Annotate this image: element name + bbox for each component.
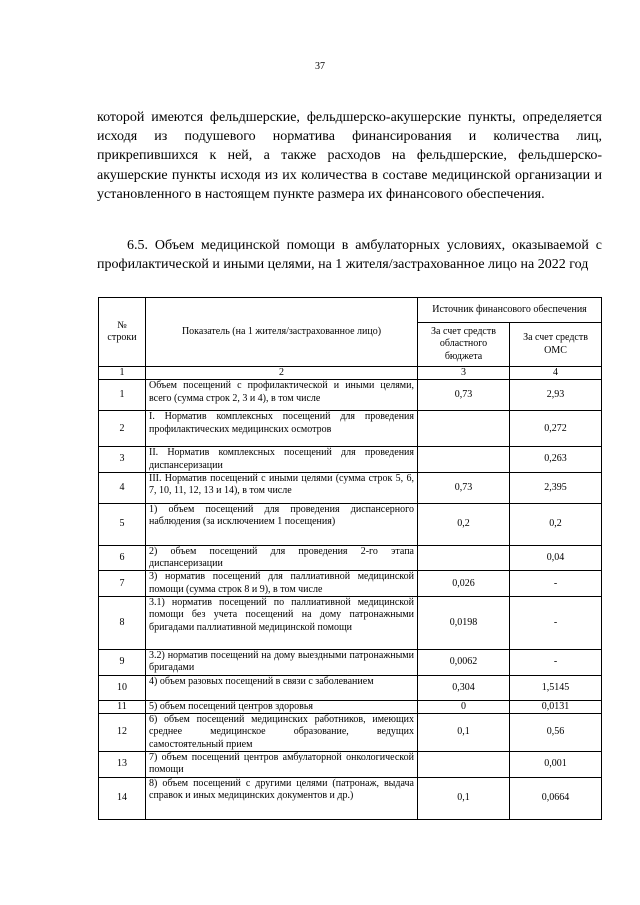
table-row <box>99 675 602 700</box>
column-number: 3 <box>418 367 510 380</box>
row-budget-value: 0,73 <box>418 380 510 411</box>
row-oms-value: 0,263 <box>510 447 602 473</box>
row-indicator: 7) объем посещений центров амбулаторной онкологической помощи <box>146 751 418 777</box>
row-indicator: 5) объем посещений центров здоровья <box>146 700 418 713</box>
volume-table <box>98 297 602 820</box>
row-oms-value: 0,56 <box>510 713 602 751</box>
header-source: Источник финансового обеспечения <box>418 298 602 323</box>
header-oms: За счет средств ОМС <box>510 323 602 367</box>
column-number: 1 <box>99 367 146 380</box>
row-budget-value: 0,304 <box>418 675 510 700</box>
row-indicator: 8) объем посещений с другими целями (патронаж, выдача справок и иных медицинских документов и др.) <box>146 777 418 819</box>
row-oms-value: 0,2 <box>510 503 602 545</box>
table-row <box>99 380 602 411</box>
row-indicator: II. Норматив комплексных посещений для проведения диспансеризации <box>146 447 418 473</box>
row-budget-value: 0,1 <box>418 777 510 819</box>
row-indicator: 3.1) норматив посещений по паллиативной медицинской помощи без учета посещений на дому патронажными бригадами паллиативной медицинской помощи <box>146 597 418 650</box>
row-budget-value: 0,2 <box>418 503 510 545</box>
row-oms-value: - <box>510 597 602 650</box>
row-indicator: 6) объем посещений медицинских работников, имеющих среднее медицинское образование, ведущих самостоятельный прием <box>146 713 418 751</box>
header-row-no: № строки <box>99 298 146 367</box>
row-number: 10 <box>99 675 146 700</box>
row-budget-value: 0,73 <box>418 472 510 503</box>
row-number: 14 <box>99 777 146 819</box>
table-row <box>99 597 602 650</box>
table-row <box>99 472 602 503</box>
section-heading-6-5: 6.5. Объем медицинской помощи в амбулаторных условиях, оказываемой с профилактической и иными целями, на 1 жителя/застрахованное лицо на 2022 год <box>97 238 602 273</box>
row-oms-value: 0,001 <box>510 751 602 777</box>
table-row <box>99 503 602 545</box>
row-indicator: 1) объем посещений для проведения диспансерного наблюдения (за исключением 1 посещения) <box>146 503 418 545</box>
row-oms-value: 1,5145 <box>510 675 602 700</box>
row-number: 6 <box>99 545 146 571</box>
row-budget-value: 0,0062 <box>418 650 510 676</box>
row-number: 8 <box>99 597 146 650</box>
row-oms-value: 2,93 <box>510 380 602 411</box>
table-row <box>99 545 602 571</box>
paragraph-continuation: которой имеются фельдшерские, фельдшерско-акушерские пункты, определяется исходя из подушевого норматива финансирования и количества лиц, прикрепившихся к ней, а также расходов на фельдшерские, фельдшерско-акушерские пункты исходя из их количества в составе медицинской организации и установленного в настоящем пункте размера их финансового обеспечения. <box>97 110 602 202</box>
row-number: 11 <box>99 700 146 713</box>
table-row <box>99 411 602 447</box>
row-number: 2 <box>99 411 146 447</box>
row-budget-value <box>418 545 510 571</box>
row-oms-value: - <box>510 571 602 597</box>
row-number: 12 <box>99 713 146 751</box>
header-regional-budget: За счет средств областного бюджета <box>418 323 510 367</box>
row-number: 5 <box>99 503 146 545</box>
row-indicator: III. Норматив посещений с иными целями (сумма строк 5, 6, 7, 10, 11, 12, 13 и 14), в том числе <box>146 472 418 503</box>
row-indicator: 3.2) норматив посещений на дому выездными патронажными бригадами <box>146 650 418 676</box>
row-oms-value: - <box>510 650 602 676</box>
row-indicator: Объем посещений с профилактической и иными целями, всего (сумма строк 2, 3 и 4), в том числе <box>146 380 418 411</box>
table-row <box>99 650 602 676</box>
header-indicator: Показатель (на 1 жителя/застрахованное лицо) <box>146 298 418 367</box>
row-oms-value: 0,04 <box>510 545 602 571</box>
row-number: 4 <box>99 472 146 503</box>
row-number: 7 <box>99 571 146 597</box>
row-indicator: I. Норматив комплексных посещений для проведения профилактических медицинских осмотров <box>146 411 418 447</box>
row-indicator: 2) объем посещений для проведения 2-го этапа диспансеризации <box>146 545 418 571</box>
row-number: 1 <box>99 380 146 411</box>
table-row <box>99 447 602 473</box>
row-oms-value: 0,272 <box>510 411 602 447</box>
row-budget-value: 0,026 <box>418 571 510 597</box>
row-budget-value: 0,1 <box>418 713 510 751</box>
column-number: 4 <box>510 367 602 380</box>
row-budget-value <box>418 751 510 777</box>
row-budget-value <box>418 411 510 447</box>
row-budget-value: 0 <box>418 700 510 713</box>
table-row <box>99 571 602 597</box>
column-number: 2 <box>146 367 418 380</box>
row-number: 3 <box>99 447 146 473</box>
row-indicator: 4) объем разовых посещений в связи с заболеванием <box>146 675 418 700</box>
table-row <box>99 777 602 819</box>
table-row <box>99 751 602 777</box>
row-budget-value <box>418 447 510 473</box>
row-oms-value: 0,0131 <box>510 700 602 713</box>
row-budget-value: 0,0198 <box>418 597 510 650</box>
row-number: 9 <box>99 650 146 676</box>
page-number: 37 <box>315 61 325 72</box>
row-oms-value: 2,395 <box>510 472 602 503</box>
row-oms-value: 0,0664 <box>510 777 602 819</box>
table-row <box>99 713 602 751</box>
row-indicator: 3) норматив посещений для паллиативной медицинской помощи (сумма строк 8 и 9), в том числе <box>146 571 418 597</box>
row-number: 13 <box>99 751 146 777</box>
table-row <box>99 700 602 713</box>
